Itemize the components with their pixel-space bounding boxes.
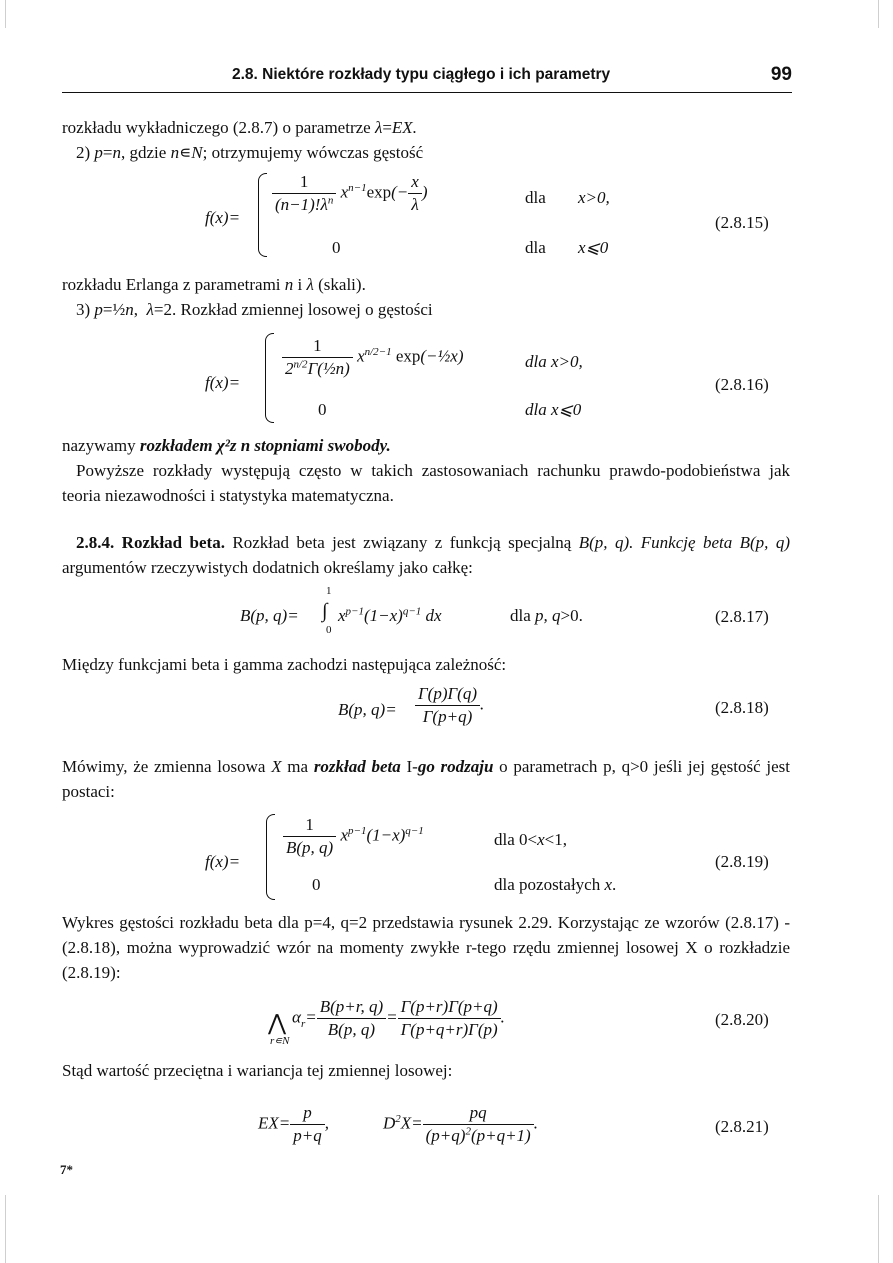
running-header bbox=[62, 66, 792, 93]
paragraph-line: 2) p=n, gdzie n∊N; otrzymujemy wówczas gęstość bbox=[76, 143, 424, 162]
scan-edge bbox=[878, 1195, 879, 1263]
equation-number: (2.8.16) bbox=[715, 375, 769, 394]
equation-number: (2.8.17) bbox=[715, 607, 769, 626]
paragraph: Mówimy, że zmienna losowa X ma rozkład beta I-go rodzaju o parametrach p, q>0 jeśli jej gęstość jest postaci: bbox=[62, 757, 791, 801]
paragraph-line: 3) p=½n, λ=2. Rozkład zmiennej losowej o gęstości bbox=[76, 300, 433, 319]
scan-edge bbox=[878, 0, 879, 28]
paragraph: Wykres gęstości rozkładu beta dla p=4, q=2 przedstawia rysunek 2.29. Korzystając ze wzorów (2.8.17) - (2.8.18), można wyprowadzić wzór na momenty zwykłe r-tego rzędu zmiennej losowej X o rozkładzie (2.8.19): bbox=[62, 913, 790, 982]
section-paragraph: 2.8.4. Rozkład beta. Rozkład beta jest związany z funkcją specjalną B(p, q). Funkcję beta B(p, q) argumentów rzeczywistych dodatnich określamy jako całkę: bbox=[62, 533, 791, 577]
page-number: 99 bbox=[770, 64, 792, 85]
signature-mark: 7* bbox=[60, 1162, 73, 1177]
scan-edge bbox=[5, 0, 6, 28]
section-title: 2.8. Niektóre rozkłady typu ciągłego i ich parametry bbox=[232, 66, 611, 83]
equation-number: (2.8.21) bbox=[715, 1117, 769, 1136]
paragraph-line: rozkładu wykładniczego (2.8.7) o parametrze λ=EX. bbox=[62, 118, 417, 137]
equation-number: (2.8.20) bbox=[715, 1010, 769, 1029]
equation-number: (2.8.19) bbox=[715, 852, 769, 871]
paragraph-line: Stąd wartość przeciętna i wariancja tej zmiennej losowej: bbox=[62, 1061, 453, 1080]
paragraph-line: Między funkcjami beta i gamma zachodzi następująca zależność: bbox=[62, 655, 507, 674]
paragraph-line: nazywamy rozkładem χ²z n stopniami swobody. bbox=[62, 436, 391, 455]
paragraph: Powyższe rozkłady występują często w takich zastosowaniach rachunku prawdo-podobieństwa jak teoria niezawodności i statystyka matematyczna. bbox=[62, 461, 790, 505]
scan-edge bbox=[5, 1195, 6, 1263]
equation-number: (2.8.18) bbox=[715, 698, 769, 717]
equation-number: (2.8.15) bbox=[715, 213, 769, 232]
paragraph-line: rozkładu Erlanga z parametrami n i λ (skali). bbox=[62, 275, 366, 294]
